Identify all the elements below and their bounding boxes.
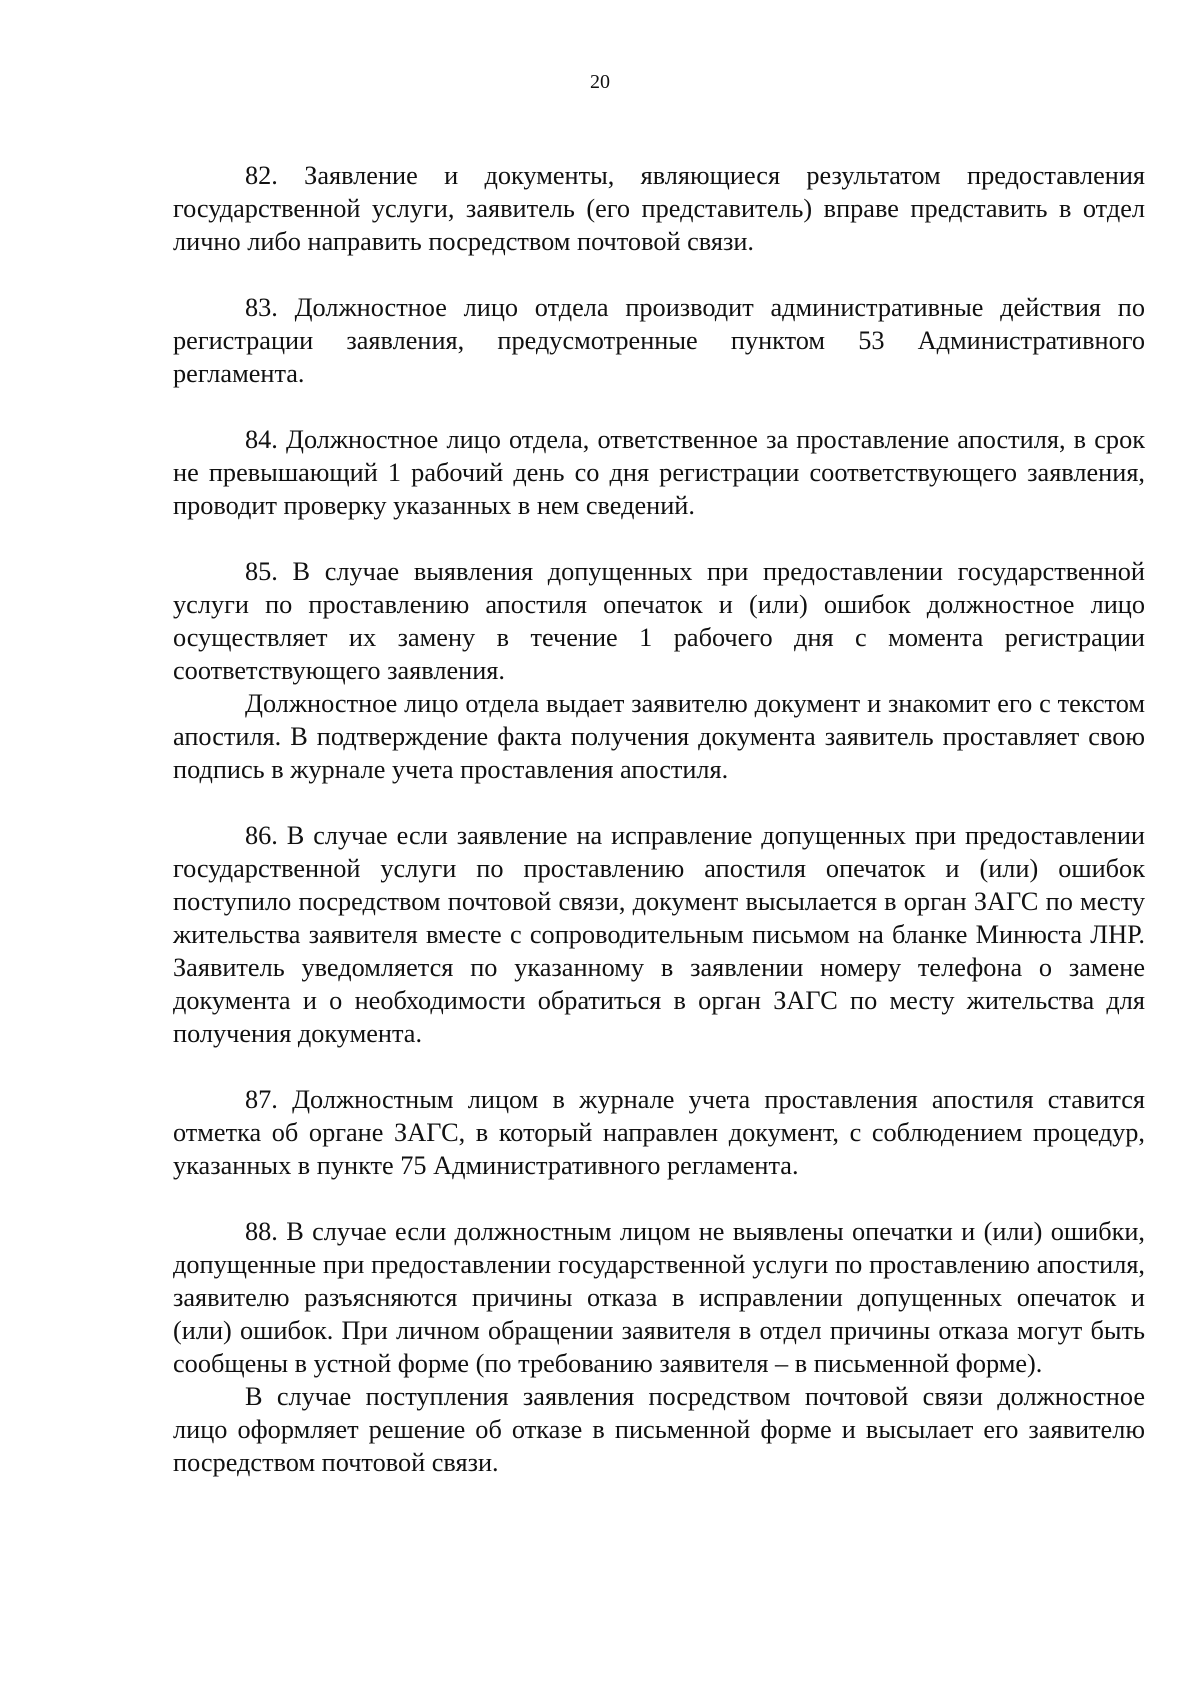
document-body: [173, 159, 1145, 1479]
page-number: 20: [590, 71, 610, 93]
paragraph-87: 87. Должностным лицом в журнале учета проставления апостиля ставится отметка об органе ЗАГС, в который направлен документ, с соблюдением процедур, указанных в пункте 75 Административного регламента.: [173, 1085, 1145, 1180]
paragraph-84: 84. Должностное лицо отдела, ответственное за проставление апостиля, в срок не превышающий 1 рабочий день со дня регистрации соответствующего заявления, проводит проверку указанных в нем сведений.: [173, 425, 1145, 520]
paragraph-85: 85. В случае выявления допущенных при предоставлении государственной услуги по проставлению апостиля опечаток и (или) ошибок должностное лицо осуществляет их замену в течение 1 рабочего дня с момента регистрации соответствующего заявления.: [173, 557, 1145, 685]
paragraph-83: 83. Должностное лицо отдела производит административные действия по регистрации заявления, предусмотренные пунктом 53 Административного регламента.: [173, 293, 1145, 388]
paragraph-86: 86. В случае если заявление на исправление допущенных при предоставлении государственной услуги по проставлению апостиля опечаток и (или) ошибок поступило посредством почтовой связи, документ высылается в орган ЗАГС по месту жительства заявителя вместе с сопроводительным письмом на бланке Минюста ЛНР. Заявитель уведомляется по указанному в заявлении номеру телефона о замене документа и о необходимости обратиться в орган ЗАГС по месту жительства для получения документа.: [173, 821, 1145, 1048]
paragraph-88: 88. В случае если должностным лицом не выявлены опечатки и (или) ошибки, допущенные при предоставлении государственной услуги по проставлению апостиля, заявителю разъясняются причины отказа в исправлении допущенных опечаток и (или) ошибок. При личном обращении заявителя в отдел причины отказа могут быть сообщены в устной форме (по требованию заявителя – в письменной форме).: [173, 1217, 1145, 1378]
paragraph-82: 82. Заявление и документы, являющиеся результатом предоставления государственной услуги, заявитель (его представитель) вправе представить в отдел лично либо направить посредством почтовой связи.: [173, 161, 1145, 256]
paragraph-85-continuation: Должностное лицо отдела выдает заявителю документ и знакомит его с текстом апостиля. В подтверждение факта получения документа заявитель проставляет свою подпись в журнале учета проставления апостиля.: [173, 689, 1145, 784]
paragraph-88-continuation: В случае поступления заявления посредством почтовой связи должностное лицо оформляет решение об отказе в письменной форме и высылает его заявителю посредством почтовой связи.: [173, 1382, 1145, 1477]
